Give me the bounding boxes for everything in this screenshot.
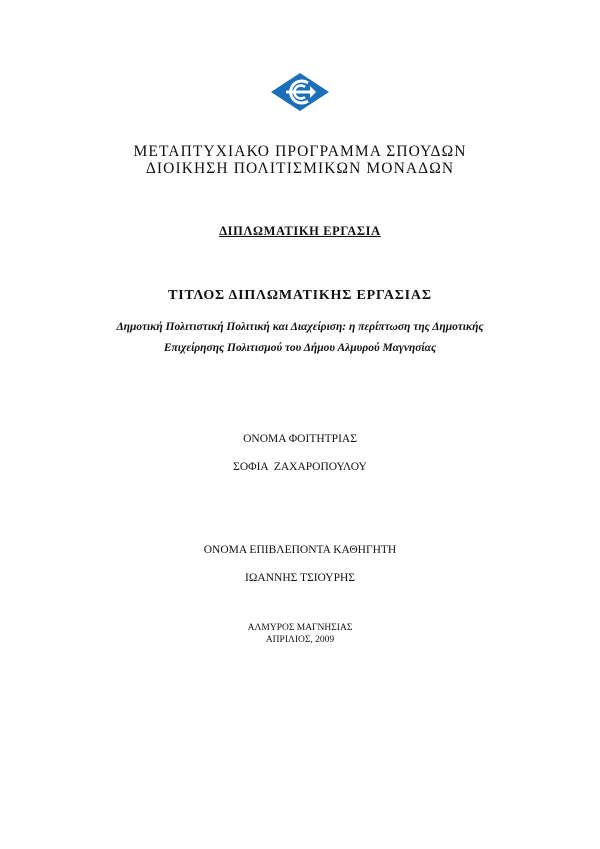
supervisor-label: ΟΝΟΜΑ ΕΠΙΒΛΕΠΟΝΤΑ ΚΑΘΗΓΗΤΗ: [203, 544, 397, 556]
program-title-line-1: ΜΕΤΑΠΤΥΧΙΑΚΟ ΠΡΟΓΡΑΜΜΑ ΣΠΟΥΔΩΝ: [133, 143, 467, 160]
student-name: ΣΟΦΙΑ ΖΑΧΑΡΟΠΟΥΛΟΥ: [233, 461, 367, 473]
place: ΑΛΜΥΡΟΣ ΜΑΓΝΗΣΙΑΣ: [247, 623, 353, 633]
program-title-line-2: ΔΙΟΙΚΗΣΗ ΠΟΛΙΤΙΣΜΙΚΩΝ ΜΟΝΑΔΩΝ: [145, 160, 455, 177]
title-heading: ΤΙΤΛΟΣ ΔΙΠΛΩΜΑΤΙΚΗΣ ΕΡΓΑΣΙΑΣ: [168, 288, 432, 303]
thesis-label-text: ΔΙΠΛΩΜΑΤΙΚΗ ΕΡΓΑΣΙΑ: [219, 224, 381, 238]
student-label: ΟΝΟΜΑ ΦΟΙΤΗΤΡΙΑΣ: [243, 433, 357, 445]
university-logo-icon: [270, 72, 330, 112]
thesis-title-line-1: Δημοτική Πολιτιστική Πολιτική και Διαχείριση: η περίπτωση της Δημοτικής: [116, 321, 484, 333]
thesis-label: [0, 224, 600, 239]
thesis-title-line-2: Επιχείρησης Πολιτισμού του Δήμου Αλμυρού Μαγνησίας: [163, 342, 437, 354]
date: ΑΠΡΙΛΙΟΣ, 2009: [265, 635, 335, 645]
supervisor-name: ΙΩΑΝΝΗΣ ΤΣΙΟΥΡΗΣ: [245, 572, 355, 584]
